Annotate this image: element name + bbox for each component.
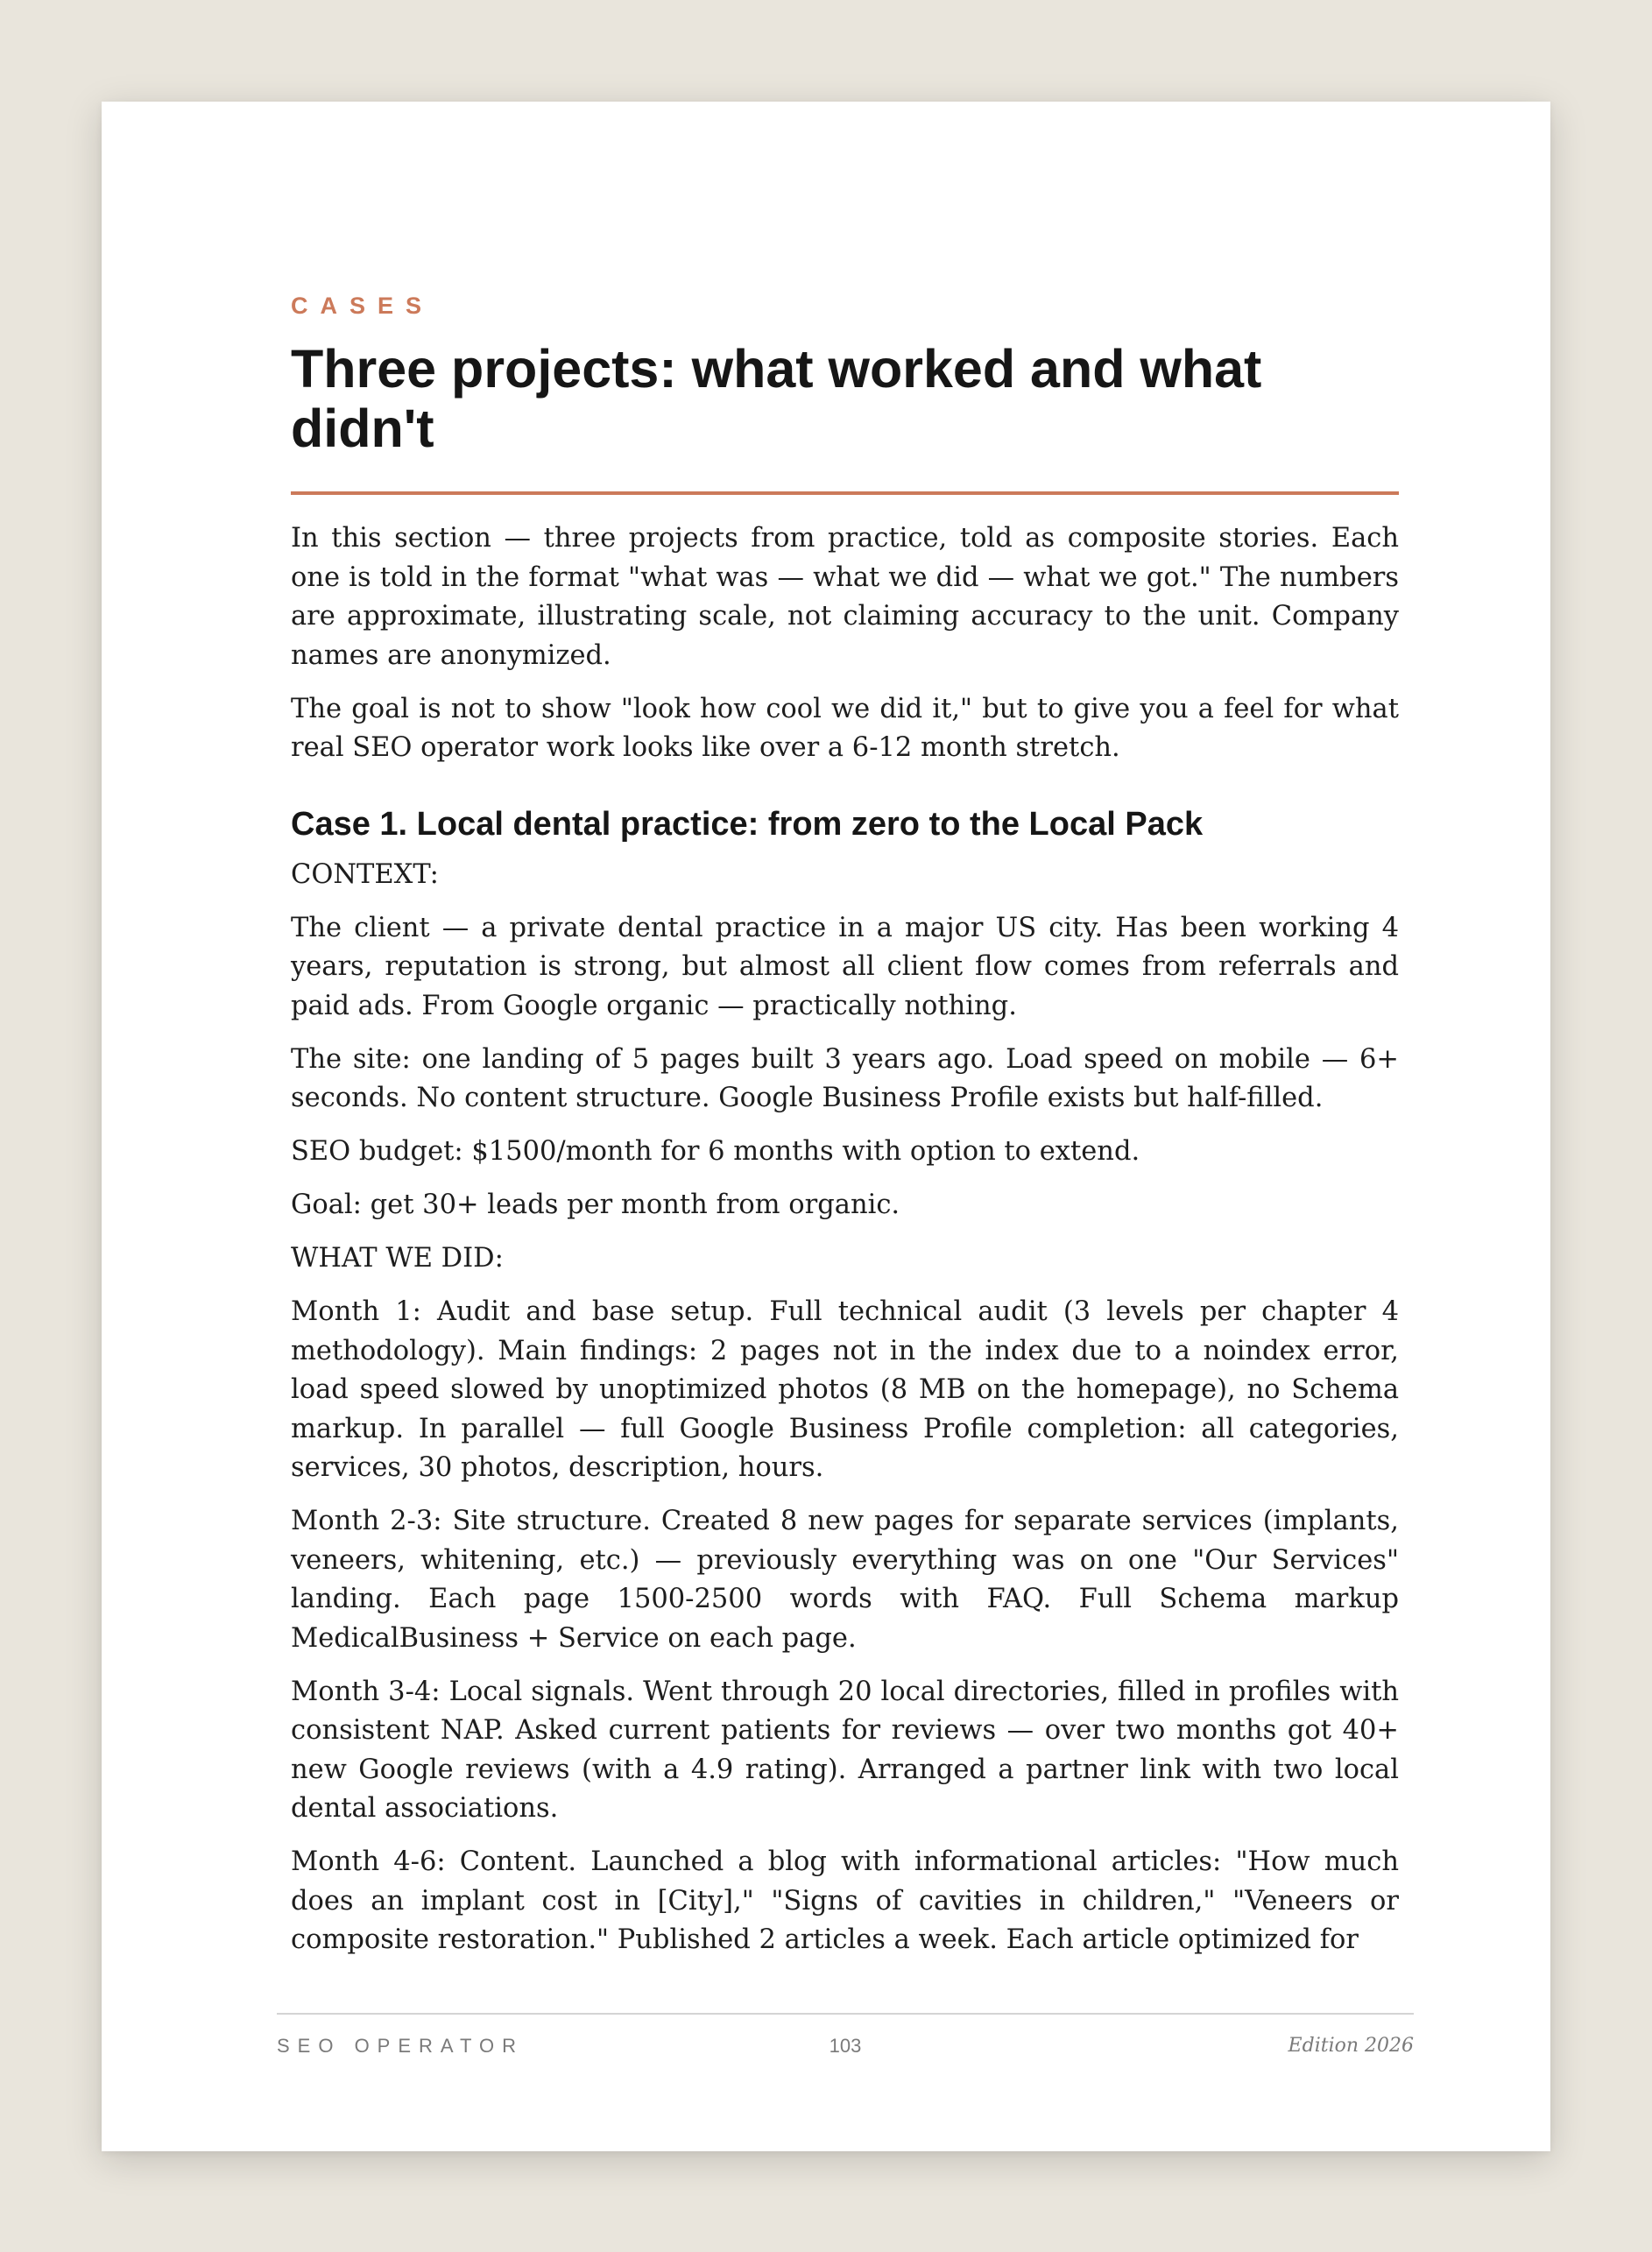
case-paragraph: Month 4-6: Content. Launched a blog with informational articles: "How much does an implant cost in [City]," "Signs of cavities in children," "Veneers or composite restoration." Published 2 articles a week. Each article optimized for	[291, 1846, 1399, 1955]
page-number: 103	[829, 2035, 862, 2057]
case-paragraph: Month 1: Audit and base setup. Full technical audit (3 levels per chapter 4 methodology). Main findings: 2 pages not in the index due to a noindex error, load speed slowed by unoptimized photos (8 MB on the homepage), no Schema markup. In parallel — full Google Business Profile completion: all categories, services, 30 photos, description, hours.	[291, 1296, 1399, 1483]
context-label: CONTEXT:	[291, 858, 439, 890]
case-heading: Case 1. Local dental practice: from zero to the Local Pack	[291, 805, 1204, 843]
case-paragraph: Month 2-3: Site structure. Created 8 new pages for separate services (implants, veneers, whitening, etc.) — previously everything was on one "Our Services" landing. Each page 1500-2500 words with FAQ. Full Schema markup MedicalBusiness + Service on each page.	[291, 1506, 1399, 1654]
page-content	[291, 294, 1399, 1974]
case-paragraph: SEO budget: $1500/month for 6 months with option to extend.	[291, 1136, 1140, 1167]
case-paragraph: The client — a private dental practice in a major US city. Has been working 4 years, reputation is strong, but almost all client flow comes from referrals and paid ads. From Google organic — practically nothing.	[291, 912, 1399, 1021]
footer-book-title: SEO OPERATOR	[277, 2035, 525, 2057]
intro-paragraph: The goal is not to show "look how cool we did it," but to give you a feel for what real SEO operator work looks like over a 6-12 month stretch.	[291, 693, 1399, 763]
page-footer	[277, 2013, 1414, 2060]
intro-paragraph: In this section — three projects from practice, told as composite stories. Each one is told in the format "what was — what we did — what we got." The numbers are approximate, illustrating scale, not claiming accuracy to the unit. Company names are anonymized.	[291, 523, 1399, 671]
footer-edition: Edition 2026	[1288, 2035, 1414, 2057]
case-paragraph: The site: one landing of 5 pages built 3 years ago. Load speed on mobile — 6+ seconds. No content structure. Google Business Profile exists but half-filled.	[291, 1043, 1399, 1113]
what-we-did-label: WHAT WE DID:	[291, 1243, 504, 1274]
title-divider	[291, 491, 1399, 495]
page-title: Three projects: what worked and what didn't	[291, 339, 1262, 458]
article-body	[291, 519, 1399, 1960]
case-paragraph: Month 3-4: Local signals. Went through 20 local directories, filled in profiles with consistent NAP. Asked current patients for reviews — over two months got 40+ new Google reviews (with a 4.9 rating). Arranged a partner link with two local dental associations.	[291, 1676, 1399, 1824]
document-page	[102, 102, 1550, 2151]
section-eyebrow: CASES	[291, 293, 434, 319]
case-paragraph: Goal: get 30+ leads per month from organic.	[291, 1190, 900, 1220]
